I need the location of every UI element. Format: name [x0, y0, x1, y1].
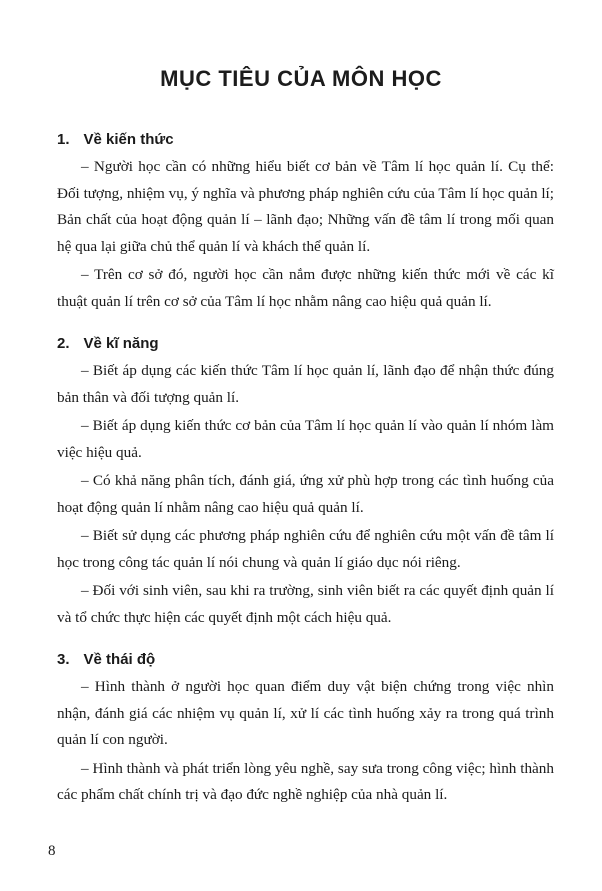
section-number: 1. [57, 131, 70, 148]
section-title: Về kiến thức [83, 131, 174, 148]
paragraph: – Biết áp dụng các kiến thức Tâm lí học quản lí, lãnh đạo để nhận thức đúng bản thân và đối tượng quản lí. [57, 362, 554, 406]
section-number: 3. [57, 651, 70, 668]
section-heading [57, 335, 554, 352]
section-skills [57, 335, 554, 631]
section-heading [57, 131, 554, 148]
paragraph: – Có khả năng phân tích, đánh giá, ứng xử phù hợp trong các tình huống của hoạt động quản lí nhằm nâng cao hiệu quả quản lí. [57, 472, 554, 516]
paragraph: – Biết sử dụng các phương pháp nghiên cứu để nghiên cứu một vấn đề tâm lí học trong công tác quản lí nói chung và quản lí giáo dục nói riêng. [57, 527, 554, 571]
section-title: Về thái độ [83, 651, 156, 668]
page-title: MỤC TIÊU CỦA MÔN HỌC [160, 66, 442, 91]
section-knowledge [57, 131, 554, 315]
page-content [57, 131, 554, 829]
paragraph: – Trên cơ sở đó, người học cần nắm được những kiến thức mới về các kĩ thuật quản lí trên cơ sở của Tâm lí học nhằm nâng cao hiệu quả quản lí. [57, 266, 554, 310]
paragraph: – Hình thành và phát triển lòng yêu nghề, say sưa trong công việc; hình thành các phẩm chất chính trị và đạo đức nghề nghiệp của nhà quản lí. [57, 759, 554, 803]
section-title: Về kĩ năng [83, 335, 159, 352]
section-heading [57, 651, 554, 668]
paragraph: – Đối với sinh viên, sau khi ra trường, sinh viên biết ra các quyết định quản lí và tổ chức thực hiện các quyết định một cách hiệu quả. [57, 582, 554, 626]
section-attitude [57, 651, 554, 809]
section-number: 2. [57, 335, 70, 352]
page-number: 8 [48, 843, 56, 859]
paragraph: – Biết áp dụng kiến thức cơ bản của Tâm lí học quản lí vào quản lí nhóm làm việc hiệu quả. [57, 417, 554, 461]
paragraph: – Hình thành ở người học quan điểm duy vật biện chứng trong việc nhìn nhận, đánh giá các nhiệm vụ quản lí, xử lí các tình huống xảy ra trong quá trình quản lí con người. [57, 678, 554, 748]
paragraph: – Người học cần có những hiểu biết cơ bản về Tâm lí học quản lí. Cụ thể: Đối tượng, nhiệm vụ, ý nghĩa và phương pháp nghiên cứu của Tâm lí học quản lí; Bản chất của hoạt động quản lí – lãnh đạo; Những vấn đề tâm lí trong mối quan hệ qua lại giữa chủ thể quản lí và khách thể quản lí. [57, 158, 554, 255]
